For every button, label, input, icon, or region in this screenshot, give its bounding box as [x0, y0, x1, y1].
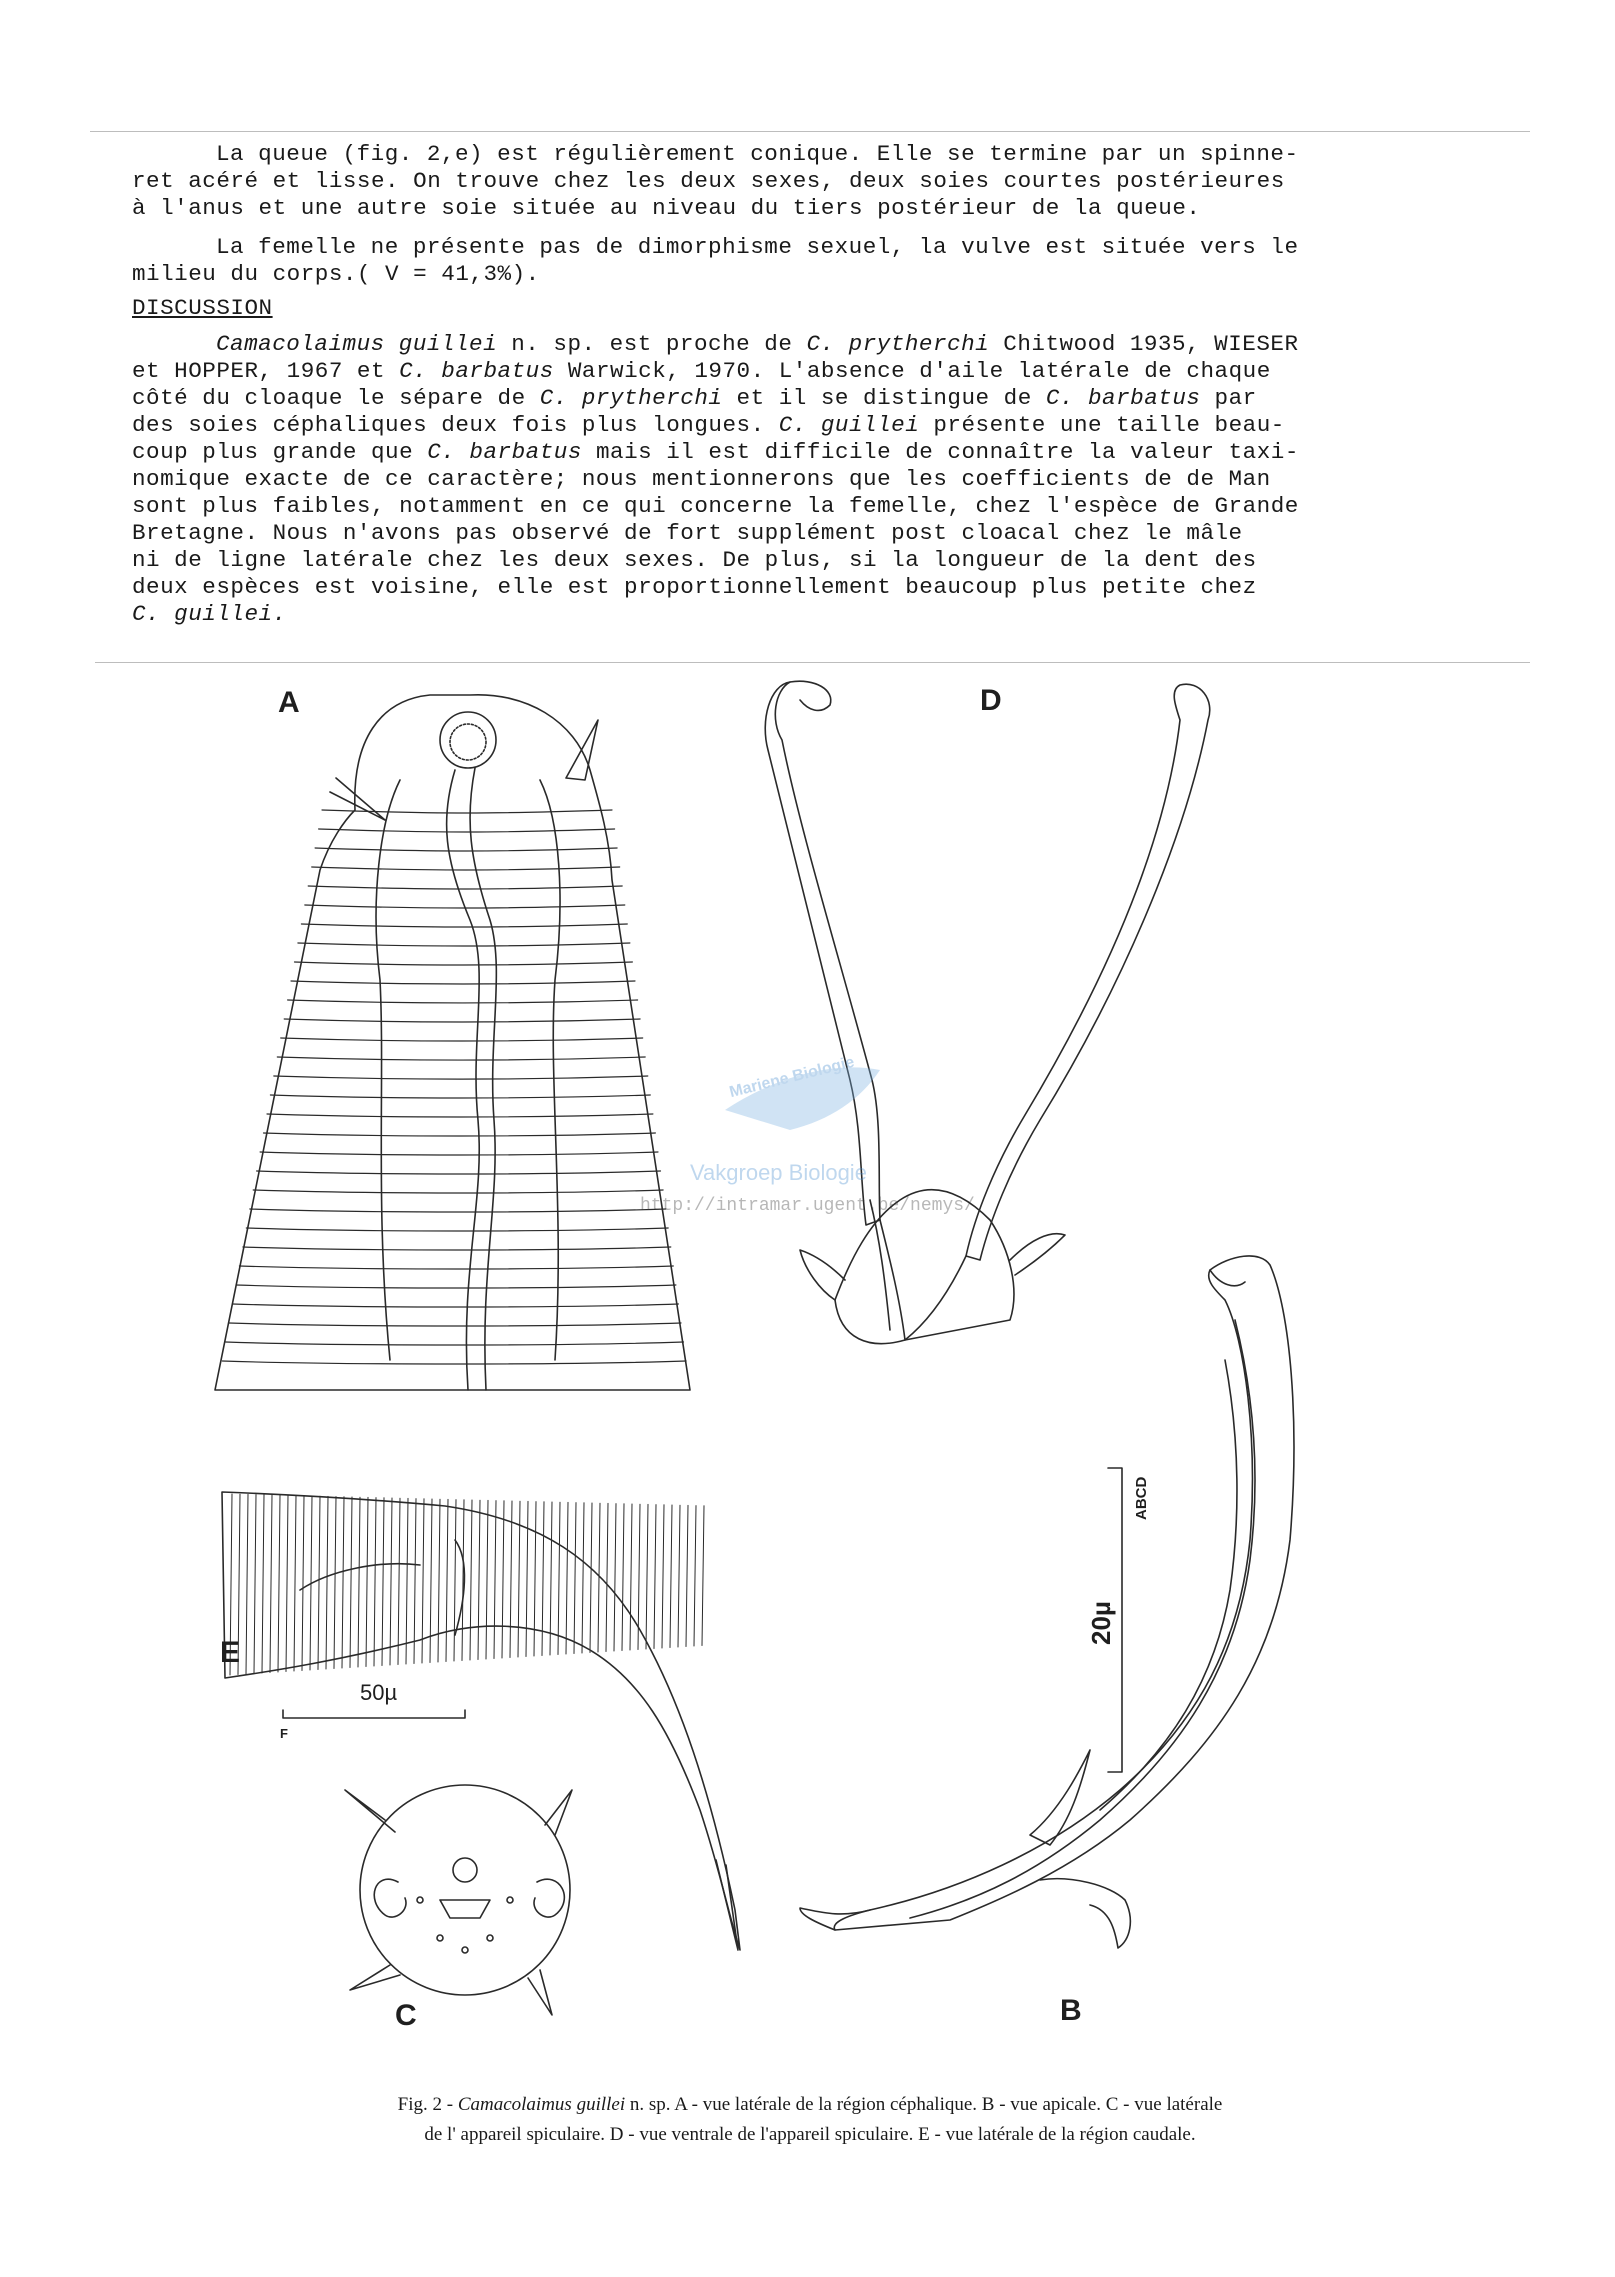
tail-annulus-line	[454, 1500, 456, 1661]
papilla	[462, 1947, 468, 1953]
drawing-a-cephalic-region	[215, 695, 690, 1390]
annulus-line	[284, 1019, 640, 1022]
annulus-line	[295, 962, 633, 965]
annulus-line	[243, 1247, 671, 1250]
drawing-c-apical	[345, 1785, 572, 2015]
text-line: ret acéré et lisse. On trouve chez les deux sexes, deux soies courtes postérieures	[132, 168, 1285, 194]
annulus-line	[267, 1114, 653, 1117]
annulus-line	[236, 1285, 676, 1288]
text-run: coup plus grande que	[132, 439, 428, 465]
spicule-left	[765, 682, 880, 1225]
tail-annulus-line	[414, 1499, 416, 1664]
tail-annulus-line	[406, 1498, 408, 1664]
text-line	[132, 385, 1492, 412]
scale-label-e: 50µ	[360, 1680, 398, 1705]
tail-annulus-line	[510, 1501, 512, 1658]
seta-c4	[528, 1970, 552, 2015]
paragraph-female	[132, 234, 1492, 288]
tail-annulus-line	[278, 1495, 280, 1672]
annulus-line	[312, 867, 620, 870]
tail-annulus-line	[438, 1499, 440, 1662]
annulus-line	[250, 1209, 666, 1212]
oesophagus-left	[376, 780, 400, 1360]
tail-annulus-line	[494, 1501, 496, 1659]
text-run: n. sp. est proche de	[497, 331, 807, 357]
tail-annulus-line	[446, 1499, 448, 1661]
tail-annulus-line	[502, 1501, 504, 1658]
annulus-line	[315, 848, 617, 851]
text-run: et il se distingue de	[722, 385, 1046, 411]
oesophagus-right	[540, 780, 560, 1360]
species-name: C. barbatus	[1045, 385, 1201, 411]
tail-annulus-line	[254, 1495, 256, 1674]
tail-annulus-line	[430, 1499, 432, 1663]
tail-annulus-line	[654, 1505, 656, 1649]
text-run: des soies céphaliques deux fois plus longues.	[132, 412, 779, 438]
annulus-line	[229, 1323, 681, 1326]
tail-annulus-line	[630, 1504, 632, 1650]
tail-annulus-line	[702, 1506, 704, 1646]
tail-annulus-line	[478, 1500, 480, 1659]
tail-annulus-line	[382, 1498, 384, 1666]
tail-outline	[222, 1492, 740, 1950]
drawing-b	[800, 1256, 1294, 1948]
top-rule	[90, 131, 1530, 132]
watermark-top: Mariene Biologie	[727, 1053, 857, 1102]
scale-label-main: 20µ	[1086, 1601, 1116, 1645]
head-circle	[360, 1785, 570, 1995]
spicule-b-inner-2	[1100, 1360, 1237, 1810]
text-line: milieu du corps.( V = 41,3%).	[132, 261, 540, 287]
papilla	[507, 1897, 513, 1903]
tail-annulus-line	[582, 1503, 584, 1653]
label-a: A	[278, 686, 300, 719]
spicule-right	[966, 684, 1210, 1260]
drawing-e-caudal-region	[222, 1492, 740, 1950]
caption-species: Camacolaimus guillei	[457, 2094, 626, 2115]
label-b: B	[1060, 1994, 1082, 2027]
seta-c3	[350, 1965, 400, 1990]
annulus-line	[246, 1228, 668, 1231]
spicule-b-outline	[834, 1256, 1294, 1930]
mouth-opening	[453, 1858, 477, 1882]
text-line: sont plus faibles, notamment en ce qui concerne la femelle, chez l'espèce de Grande	[132, 493, 1299, 519]
spicule-shaft-lines	[870, 1200, 966, 1340]
tail-annulus-line	[694, 1506, 696, 1646]
caption-line-1	[160, 2090, 1460, 2120]
text-run: Chitwood 1935, WIESER	[989, 331, 1299, 357]
text-line: La queue (fig. 2,e) est régulièrement conique. Elle se termine par un spinne-	[216, 141, 1299, 167]
caption-rest: n. sp. A - vue latérale de la région céphalique. B - vue apicale. C - vue latérale	[625, 2094, 1223, 2115]
tail-annulation	[230, 1494, 704, 1675]
tail-annulus-line	[374, 1498, 376, 1666]
tail-annulus-line	[542, 1502, 544, 1656]
tail-annulus-line	[398, 1498, 400, 1664]
tail-annulus-line	[678, 1505, 680, 1647]
scale-bar-e	[283, 1710, 465, 1718]
papilla	[437, 1935, 443, 1941]
tail-annulus-line	[590, 1503, 592, 1653]
tail-annulus-line	[334, 1497, 336, 1669]
text-line: Bretagne. Nous n'avons pas observé de fort supplément post cloacal chez le mâle	[132, 520, 1243, 546]
tail-annulus-line	[390, 1498, 392, 1665]
species-name: Camacolaimus guillei	[216, 331, 498, 357]
annulus-line	[291, 981, 635, 984]
annulus-line	[257, 1171, 661, 1174]
tail-annulus-line	[350, 1497, 352, 1668]
tail-annulus-line	[526, 1501, 528, 1656]
caption-line-2: de l' appareil spiculaire. D - vue ventrale de l'appareil spiculaire. E - vue latérale de la région caudale.	[424, 2124, 1196, 2145]
cuticle-annuli	[222, 810, 686, 1364]
gubernaculum-b	[1030, 1750, 1090, 1845]
caption-prefix: Fig. 2 -	[397, 2094, 458, 2115]
annulus-line	[270, 1095, 650, 1098]
scale-label-tag: ABCD	[1133, 1476, 1150, 1520]
tail-annulus-line	[550, 1502, 552, 1655]
gubernaculum-apophysis-right	[1010, 1234, 1065, 1275]
annulus-line	[277, 1057, 645, 1060]
label-f: F	[280, 1726, 288, 1741]
oral-plate	[440, 1900, 490, 1918]
tail-annulus-line	[606, 1503, 608, 1651]
annulus-line	[239, 1266, 673, 1269]
label-d: D	[980, 684, 1002, 717]
tail-annulus-line	[294, 1496, 296, 1671]
capitulum	[1210, 1270, 1245, 1286]
text-line	[132, 412, 1492, 439]
text-line: ni de ligne latérale chez les deux sexes. De plus, si la longueur de la dent des	[132, 547, 1257, 573]
tail-annulus-line	[262, 1495, 264, 1673]
label-e: E	[220, 1636, 241, 1669]
species-name: C. guillei	[778, 412, 920, 438]
annulus-line	[260, 1152, 658, 1155]
text-run: Warwick, 1970. L'absence d'aile latérale de chaque	[553, 358, 1271, 384]
tail-annulus-line	[342, 1497, 344, 1668]
annulus-line	[301, 924, 627, 927]
tail-annulus-line	[470, 1500, 472, 1660]
species-name: C. prytherchi	[539, 385, 723, 411]
annulus-line	[226, 1342, 684, 1345]
spicule-b-inner	[910, 1320, 1255, 1918]
annulus-line	[222, 1361, 686, 1364]
annulus-line	[288, 1000, 638, 1003]
tail-annulus-line	[358, 1497, 360, 1667]
watermark	[640, 1054, 975, 1216]
text-run: mais il est difficile de connaître la valeur taxi-	[581, 439, 1299, 465]
text-run: et HOPPER, 1967 et	[132, 358, 400, 384]
body-text	[132, 141, 1492, 628]
papilla	[487, 1935, 493, 1941]
species-name: C. barbatus	[399, 358, 554, 384]
amphid-inner	[450, 724, 486, 760]
intestine-e	[300, 1564, 420, 1590]
paragraph-discussion	[132, 331, 1492, 628]
annulus-line	[308, 886, 622, 889]
label-c: C	[395, 1999, 417, 2032]
tail-annulus-line	[286, 1495, 288, 1671]
annulus-line	[298, 943, 630, 946]
tail-annulus-line	[366, 1497, 368, 1666]
tail-annulus-line	[558, 1502, 560, 1654]
tail-annulus-line	[614, 1504, 616, 1651]
tail-annulus-line	[622, 1504, 624, 1651]
tail-annulus-line	[646, 1504, 648, 1649]
amphid-right	[534, 1879, 564, 1917]
seta-c1	[345, 1790, 395, 1832]
text-line: nomique exacte de ce caractère; nous mentionnerons que les coefficients de de Man	[132, 466, 1271, 492]
watermark-middle: Vakgroep Biologie	[690, 1160, 867, 1185]
paragraph-tail	[132, 141, 1492, 222]
text-line	[132, 331, 1492, 358]
tail-annulus-line	[534, 1502, 536, 1656]
tail-annulus-line	[486, 1500, 488, 1659]
tail-annulus-line	[670, 1505, 672, 1648]
text-line: C. guillei.	[132, 601, 287, 627]
tail-annulus-line	[326, 1496, 328, 1669]
tail-annulus-line	[246, 1494, 248, 1674]
papilla	[417, 1897, 423, 1903]
drawing-d-spicular-ventral	[765, 681, 1210, 1343]
annulus-line	[281, 1038, 643, 1041]
annulus-line	[274, 1076, 648, 1079]
text-line	[132, 358, 1492, 385]
tail-annulus-line	[574, 1503, 576, 1654]
figure-caption	[160, 2090, 1460, 2150]
spicule-left-head	[790, 681, 831, 710]
text-line: deux espèces est voisine, elle est proportionnellement beaucoup plus petite chez	[132, 574, 1257, 600]
tail-annulus-line	[662, 1505, 664, 1648]
text-line	[132, 439, 1492, 466]
text-run: côté du cloaque le sépare de	[132, 385, 540, 411]
text-run: par	[1200, 385, 1257, 411]
annulus-line	[233, 1304, 679, 1307]
cephalic-outline	[215, 695, 690, 1390]
section-heading: DISCUSSION	[132, 295, 273, 321]
species-name: C. barbatus	[427, 439, 582, 465]
cephalic-seta-left	[330, 778, 385, 820]
tail-annulus-line	[686, 1505, 688, 1646]
tail-annulus-line	[302, 1496, 304, 1671]
amphid-left	[374, 1879, 406, 1917]
species-name: C. prytherchi	[806, 331, 990, 357]
annulus-line	[264, 1133, 656, 1136]
gubernaculum-b-tail	[1040, 1879, 1130, 1948]
text-run: présente une taille beau-	[919, 412, 1285, 438]
watermark-url: http://intramar.ugent.be/nemys/	[640, 1196, 975, 1216]
text-line: La femelle ne présente pas de dimorphisme sexuel, la vulve est située vers le	[216, 234, 1299, 260]
tail-annulus-line	[318, 1496, 320, 1669]
tail-annulus-line	[270, 1495, 272, 1673]
figure-2	[0, 660, 1615, 2080]
tail-annulus-line	[566, 1502, 568, 1654]
text-line: à l'anus et une autre soie située au niveau du tiers postérieur de la queue.	[132, 195, 1201, 221]
annulus-line	[253, 1190, 663, 1193]
annulus-line	[319, 829, 615, 832]
cephalic-seta-right	[566, 720, 598, 780]
